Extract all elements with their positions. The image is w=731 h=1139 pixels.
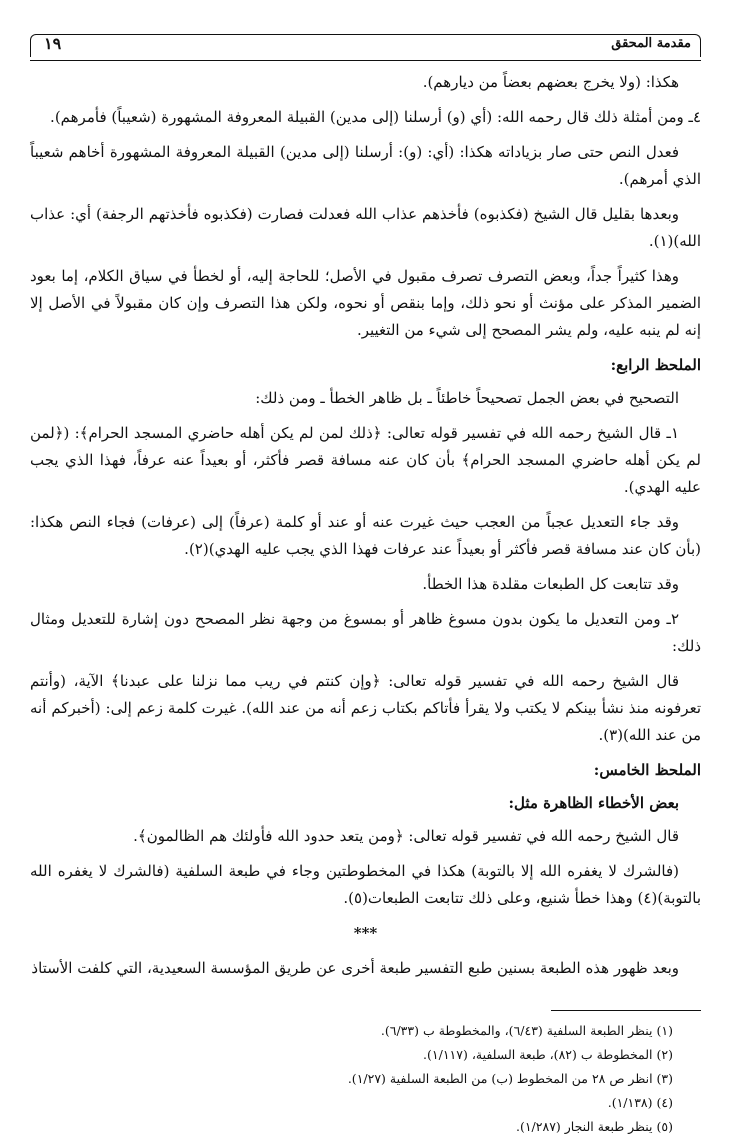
paragraph: هكذا: (ولا يخرج بعضهم بعضاً من ديارهم).	[422, 73, 679, 91]
footnote: (٤) (١/١٣٨).	[607, 1095, 673, 1110]
main-text	[30, 69, 701, 982]
footnotes	[30, 1019, 701, 1139]
footnote-rule	[551, 1010, 701, 1011]
paragraph: ١ـ قال الشيخ رحمه الله في تفسير قوله تعالى: ﴿ذلك لمن لم يكن أهله حاضري المسجد الحرام﴾: (﴿لمن لم يكن أهله حاضري المسجد الحرام﴾ بأن كان عنه مسافة قصر فأكثر، أو بعيداً عنه عرفاً، فهذا الذي يجب عليه الهدي).	[30, 424, 701, 496]
section-heading-4: الملحظ الرابع:	[610, 356, 701, 374]
header-frame	[30, 34, 701, 57]
section-subheading: بعض الأخطاء الظاهرة مثل:	[508, 794, 679, 812]
paragraph: قال الشيخ رحمه الله في تفسير قوله تعالى: ﴿وإن كنتم في ريب مما نزلنا على عبدنا﴾ الآية، (وأنتم تعرفونه منذ نشأ بينكم لا يكتب ولا يقرأ فأتاكم بكتاب زعم أنه من عند الله). غيرت كلمة زعم إلى: (أخبركم أنه من عند الله)(٣).	[30, 672, 701, 744]
paragraph: (فالشرك لا يغفره الله إلا بالتوبة) هكذا في المخطوطتين وجاء في طبعة السلفية (فالشرك لا يغفره الله بالتوبة)(٤) وهذا خطأ شنيع، وعلى ذلك تتابعت الطبعات(٥).	[30, 862, 701, 907]
header-title: مقدمة المحقق	[611, 36, 691, 51]
paragraph: وقد جاء التعديل عجباً من العجب حيث غيرت عنه أو عند أو كلمة (عرفاً) إلى (عرفات) فجاء النص هكذا: (بأن كان عند مسافة قصر فأكثر أو بعيداً عند عرفات فهذا الذي يجب عليه الهدي)(٢).	[30, 513, 701, 558]
paragraph: فعدل النص حتى صار بزياداته هكذا: (أي: (و): أرسلنا (إلى مدين) القبيلة المعروفة المشهورة أخاهم شعيباً الذي أمرهم).	[30, 143, 701, 188]
footnote: (٣) انظر ص ٢٨ من المخطوط (ب) من الطبعة السلفية (١/٢٧).	[347, 1071, 673, 1086]
paragraph: وبعد ظهور هذه الطبعة بسنين طبع التفسير طبعة أخرى عن طريق المؤسسة السعيدية، التي كلفت الأستاذ	[31, 959, 679, 977]
page-number: ١٩	[44, 34, 62, 53]
footnote: (٥) ينظر طبعة النجار (١/٢٨٧).	[515, 1119, 673, 1134]
section-heading-5: الملحظ الخامس:	[593, 761, 701, 779]
paragraph: وهذا كثيراً جداً، وبعض التصرف تصرف مقبول في الأصل؛ للحاجة إليه، أو لخطأ في سياق الكلام، إما بعود الضمير المذكر على مؤنث أو نحو ذلك، وإما بنقص أو نحوه، ولكن هذا التصرف وإن كان مقبولاً في الأصل إلا إنه لم ينبه عليه، ولم يشر المصحح إلى شيء من التغيير.	[30, 267, 701, 339]
paragraph: وقد تتابعت كل الطبعات مقلدة هذا الخطأ.	[422, 575, 679, 593]
paragraph: ٤ـ ومن أمثلة ذلك قال رحمه الله: (أي (و) أرسلنا (إلى مدين) القبيلة المعروفة المشهورة (شعيباً) فأمرهم).	[50, 108, 701, 126]
running-header	[30, 28, 701, 61]
section-separator: ***	[353, 924, 378, 942]
page	[30, 28, 701, 1139]
paragraph: التصحيح في بعض الجمل تصحيحاً خاطئاً ـ بل ظاهر الخطأ ـ ومن ذلك:	[255, 389, 679, 407]
paragraph: قال الشيخ رحمه الله في تفسير قوله تعالى: ﴿ومن يتعد حدود الله فأولئك هم الظالمون﴾.	[133, 827, 679, 845]
footnote: (٢) المخطوطة ب (٨٢)، طبعة السلفية، (١/١١٧).	[423, 1047, 673, 1062]
footnote: (١) ينظر الطبعة السلفية (٦/٤٣)، والمخطوطة ب (٦/٣٣).	[380, 1023, 673, 1038]
paragraph: وبعدها بقليل قال الشيخ (فكذبوه) فأخذهم عذاب الله فعدلت فصارت (فكذبوه فأخذتهم الرجفة) أي: عذاب الله)(١).	[30, 205, 701, 250]
paragraph: ٢ـ ومن التعديل ما يكون بدون مسوغ ظاهر أو بمسوغ من وجهة نظر المصحح دون إشارة للتعديل ومثال ذلك:	[30, 610, 701, 655]
